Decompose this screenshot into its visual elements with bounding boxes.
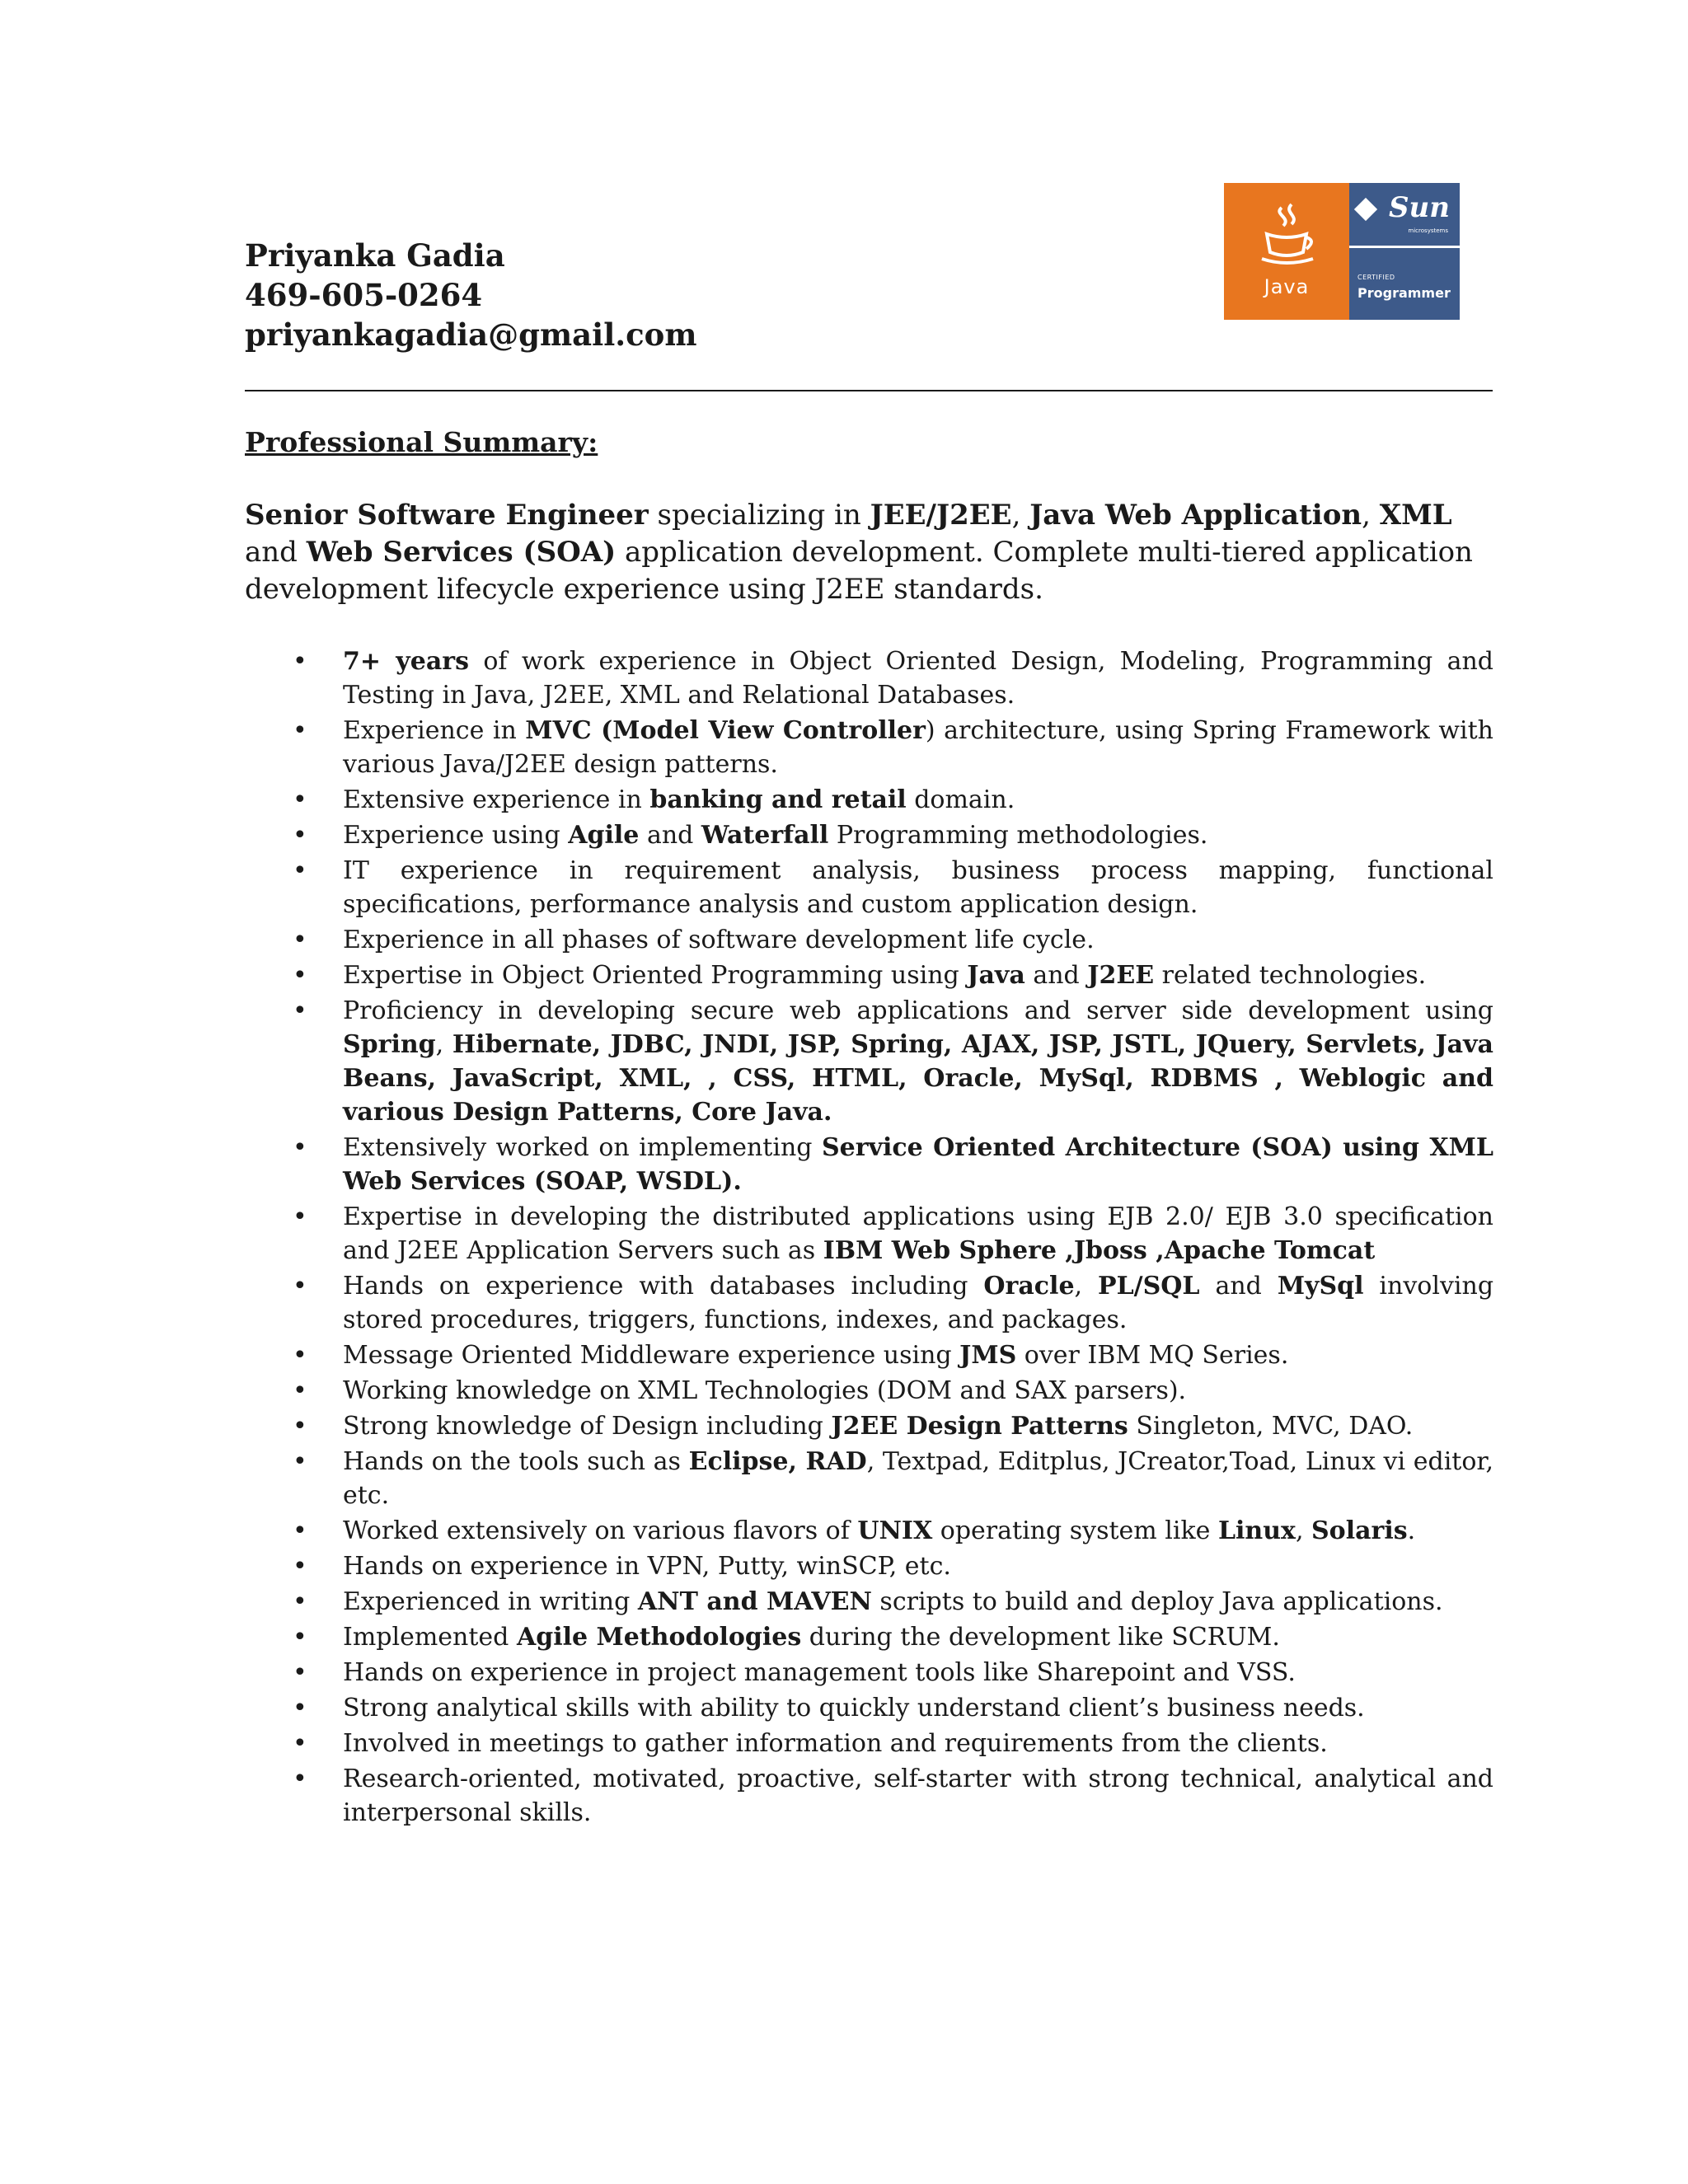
bullet-text: Experience in all phases of software development life cycle. [343,926,1095,954]
bullet-text: IT experience in requirement analysis, business process mapping, functional specifications, performance analysis and custom application design. [343,856,1493,919]
bullet-highlight: UNIX [857,1516,933,1545]
bullet-highlight: IBM Web Sphere ,Jboss ,Apache Tomcat [823,1236,1376,1265]
summary-bullet-list [245,644,1493,1831]
bullet-text: Experience using [343,821,569,850]
summary-text: specializing in [648,499,870,532]
bullet-text: . [1407,1516,1416,1545]
summary-bullet-item [245,994,1493,1129]
bullet-text: Experienced in writing [343,1587,638,1616]
bullet-text: operating system like [932,1516,1218,1545]
bullet-highlight: Java [967,961,1025,990]
bullet-text: over IBM MQ Series. [1016,1341,1289,1370]
summary-bullet-item [245,1338,1493,1372]
bullet-highlight: JMS [959,1341,1017,1370]
bullet-text: Strong analytical skills with ability to quickly understand client’s business needs. [343,1694,1365,1722]
bullet-text: Experience in [343,716,526,745]
summary-skill: XML [1379,499,1452,532]
summary-bullet-item [245,1409,1493,1443]
bullet-text: , Textpad, Editplus, JCreator,Toad, Linux vi editor, etc. [343,1447,1493,1510]
bullet-highlight: Linux [1217,1516,1296,1545]
phone-number: 469-605-0264 [245,277,483,313]
summary-bullet-item [245,958,1493,992]
bullet-text: and [1025,961,1088,990]
bullet-text: Extensively worked on implementing [343,1133,822,1162]
bullet-highlight: Waterfall [701,821,829,850]
bullet-highlight: Agile [568,821,640,850]
summary-bullet-item [245,923,1493,957]
bullet-highlight: Service Oriented Architecture (SOA) using XML Web Services (SOAP, WSDL). [343,1133,1493,1196]
summary-bullet-item [245,1131,1493,1198]
logo-java-panel [1224,183,1349,320]
bullet-text: , [435,1030,452,1059]
summary-bullet-item [245,1727,1493,1760]
bullet-highlight: MVC (Model View Controller [525,716,926,745]
bullet-highlight: Eclipse, RAD [688,1447,867,1476]
contact-header [245,236,697,354]
logo-microsystems-text: microsystems [1408,227,1448,234]
bullet-text: Hands on the tools such as [343,1447,689,1476]
bullet-highlight: banking and retail [649,785,907,814]
bullet-text: Expertise in developing the distributed applications using EJB 2.0/ EJB 3.0 specification and J2EE Application Servers such as [343,1202,1493,1265]
bullet-highlight: 7+ years [343,647,469,676]
summary-text: and [245,536,307,569]
summary-bullet-item [245,1549,1493,1583]
header-divider [245,390,1493,391]
bullet-text: of work experience in Object Oriented Design, Modeling, Programming and Testing in Java, J2EE, XML and Relational Databases. [343,647,1493,710]
bullet-text: involving stored procedures, triggers, functions, indexes, and packages. [343,1272,1494,1334]
summary-bullet-item [245,1514,1493,1548]
summary-paragraph [245,497,1498,608]
bullet-text: Implemented [343,1623,517,1652]
bullet-highlight: Hibernate, JDBC, JNDI, JSP, Spring, AJAX, JSP, JSTL, JQuery, Servlets, Java Beans, JavaScript, XML, , CSS, HTML, Oracle, MySql, RDBMS , Weblogic and various Design Patterns, Core Java. [343,1030,1493,1127]
bullet-text: Message Oriented Middleware experience using [343,1341,960,1370]
java-cup-icon [1224,183,1349,282]
summary-text: , [1362,499,1380,532]
summary-skill: JEE/J2EE [870,499,1012,532]
summary-bullet-item [245,1585,1493,1619]
email-address: priyankagadia@gmail.com [245,316,697,353]
bullet-highlight: Solaris [1311,1516,1408,1545]
bullet-text: Extensive experience in [343,785,650,814]
bullet-highlight: ANT and MAVEN [637,1587,872,1616]
summary-text: , [1011,499,1030,532]
bullet-text: Expertise in Object Oriented Programming using [343,961,968,990]
summary-bullet-item [245,818,1493,852]
summary-bullet-item [245,854,1493,921]
bullet-highlight: J2EE Design Patterns [831,1412,1128,1441]
bullet-highlight: Oracle [983,1272,1075,1301]
bullet-highlight: Spring [343,1030,436,1059]
summary-bullet-item [245,1762,1493,1830]
bullet-text: during the development like SCRUM. [801,1623,1280,1652]
logo-certified-text: CERTIFIED [1357,274,1395,281]
summary-bullet-item [245,1269,1493,1337]
sun-diamond-icon [1354,198,1377,221]
bullet-text: , [1074,1272,1099,1301]
bullet-highlight: Agile Methodologies [516,1623,802,1652]
bullet-text: , [1295,1516,1312,1545]
bullet-text: Hands on experience with databases including [343,1272,984,1301]
bullet-text: domain. [906,785,1015,814]
summary-bullet-item [245,1374,1493,1408]
bullet-text: Hands on experience in VPN, Putty, winSCP, etc. [343,1552,951,1581]
logo-java-text: Java [1264,275,1310,298]
bullet-text: Involved in meetings to gather information and requirements from the clients. [343,1729,1328,1758]
bullet-text: Hands on experience in project management tools like Sharepoint and VSS. [343,1658,1296,1687]
bullet-text: Research-oriented, motivated, proactive, self-starter with strong technical, analytical and interpersonal skills. [343,1765,1493,1827]
logo-programmer-text: Programmer [1357,285,1451,301]
bullet-text: Working knowledge on XML Technologies (DOM and SAX parsers). [343,1376,1187,1405]
logo-divider [1349,246,1460,248]
logo-sun-panel [1349,183,1460,320]
summary-role: Senior Software Engineer [245,499,649,532]
logo-sun-text: Sun [1389,191,1450,224]
bullet-highlight: MySql [1277,1272,1364,1301]
summary-bullet-item [245,1691,1493,1725]
bullet-text: Worked extensively on various flavors of [343,1516,858,1545]
summary-text: application development. Complete multi-tiered application development lifecycle experience using J2EE standards. [245,536,1473,606]
bullet-highlight: J2EE [1087,961,1155,990]
summary-skill: Web Services (SOA) [306,536,617,569]
bullet-text: Proficiency in developing secure web applications and server side development using [343,996,1493,1025]
bullet-text: ) architecture, using Spring Framework with various Java/J2EE design patterns. [343,716,1493,779]
summary-bullet-item [245,1620,1493,1654]
summary-bullet-item [245,1200,1493,1268]
summary-bullet-item [245,1445,1493,1512]
bullet-text: and [1199,1272,1278,1301]
sun-java-certified-logo [1224,183,1460,320]
summary-bullet-item [245,783,1493,817]
bullet-text: related technologies. [1154,961,1427,990]
bullet-text: scripts to build and deploy Java applications. [871,1587,1443,1616]
bullet-text: and [639,821,701,850]
bullet-text: Singleton, MVC, DAO. [1128,1412,1414,1441]
bullet-highlight: PL/SQL [1098,1272,1200,1301]
summary-bullet-item [245,714,1493,781]
bullet-text: Programming methodologies. [828,821,1208,850]
summary-bullet-item [245,644,1493,712]
summary-bullet-item [245,1656,1493,1690]
bullet-text: Strong knowledge of Design including [343,1412,832,1441]
summary-skill: Java Web Application [1029,499,1362,532]
candidate-name: Priyanka Gadia [245,237,505,274]
professional-summary-heading: Professional Summary: [245,426,598,458]
